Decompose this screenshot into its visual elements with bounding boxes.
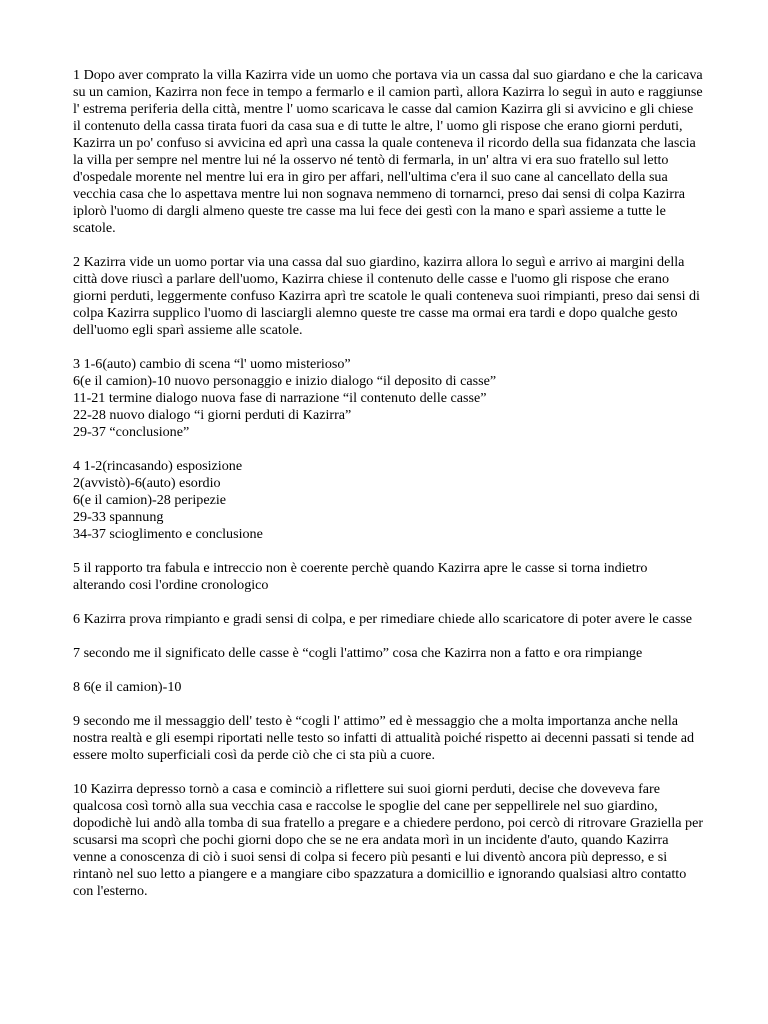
document-page [73,67,703,917]
answer-2-paragraph: 2 Kazirra vide un uomo portar via una cassa dal suo giardino, kazirra allora lo seguì e arrivo ai margini della città dove riuscì a parlare dell'uomo, Kazirra chiese il contenuto delle casse e l'uomo gli rispose che erano giorni perduti, leggermente confuso Kazirra aprì tre scatole le quali conteneva suoi rimpianti, preso dai sensi di colpa Kazirra supplico l'uomo di lasciargli alemno queste tre casse ma ormai era tardi e dopo qualche gesto dell'uomo egli sparì assieme alle scatole. [73,254,700,338]
answer-5-paragraph: 5 il rapporto tra fabula e intreccio non è coerente perchè quando Kazirra apre le casse si torna indietro alterando cosi l'ordine cronologico [73,560,648,593]
answer-4-line: 29-33 spannung [73,509,164,525]
answer-3-line: 22-28 nuovo dialogo “i giorni perduti di Kazirra” [73,407,352,423]
answer-7-paragraph: 7 secondo me il significato delle casse è “cogli l'attimo” cosa che Kazirra non a fatto e ora rimpiange [73,645,643,661]
answer-3-line: 29-37 “conclusione” [73,424,190,440]
answer-6-paragraph: 6 Kazirra prova rimpianto e gradi sensi di colpa, e per rimediare chiede allo scaricatore di poter avere le casse [73,611,693,627]
answer-10-paragraph: 10 Kazirra depresso tornò a casa e cominciò a riflettere sui suoi giorni perduti, decise che doveveva fare qualcosa così tornò alla sua vecchia casa e raccolse le spoglie del cane per seppellirele nel suo giardino, dopodichè lui andò alla tomba di sua fratello a pregare e a chiedere perdono, poi cercò di ritrovare Graziella per scusarsi ma scoprì che pochi giorni dopo che se ne era andata morì in un incidente d'auto, quando Kazirra venne a conoscenza di ciò i suoi sensi di colpa si fecero più pesanti e lui diventò ancora più depresso, e si rintanò nel suo letto a piangere e a mangiare cibo spazzatura a domicillio e ignorando qualsiasi altro contatto con l'esterno. [73,781,704,899]
answer-3-scene-list [73,356,703,441]
answer-1-paragraph: 1 Dopo aver comprato la villa Kazirra vide un uomo che portava via un cassa dal suo giardano e che la caricava su un camion, Kazirra non fece in tempo a fermarlo e il camion partì, allora Kazirra lo seguì in auto e raggiunse l' estrema periferia della città, mentre l' uomo scaricava le casse dal camion Kazirra gli si avvicino e gli chiese il contenuto della cassa tirata fuori da casa sua e di tutte le altre, l' uomo gli rispose che erano giorni perduti, Kazirra un po' confuso si avvicina ed aprì una cassa la quale conteneva il ricordo della sua fidanzata che lascia la villa per sempre nel mentre lui né la osservo né tentò di fermarla, in un' altra vi era suo fratello sul letto d'ospedale morente nel mentre lui era in giro per affari, nell'ultima c'era il suo cane al cancellato della sua vecchia casa che lo aspettava mentre lui non sognava nemmeno di tornarnci, preso dai sensi di colpa Kazirra iplorò l'uomo di dargli almeno queste tre casse ma lui fece dei gestì con la mano e sparì assieme a tutte le scatole. [73,67,703,236]
answer-3-line: 3 1-6(auto) cambio di scena “l' uomo misterioso” [73,356,351,372]
answer-8-paragraph: 8 6(e il camion)-10 [73,679,182,695]
answer-9-paragraph: 9 secondo me il messaggio dell' testo è “cogli l' attimo” ed è messaggio che a molta importanza anche nella nostra realtà e gli esempi riportati nelle testo so infatti di attualità poiché rispetto ai decenni passati si tende ad essere molto superficiali così da perde ciò che ci sta più a cuore. [73,713,695,763]
answer-4-structure-list [73,458,703,543]
answer-4-line: 6(e il camion)-28 peripezie [73,492,227,508]
answer-3-line: 6(e il camion)-10 nuovo personaggio e inizio dialogo “il deposito di casse” [73,373,497,389]
answer-4-line: 2(avvistò)-6(auto) esordio [73,475,221,491]
answer-4-line: 34-37 scioglimento e conclusione [73,526,263,542]
answer-3-line: 11-21 termine dialogo nuova fase di narrazione “il contenuto delle casse” [73,390,487,406]
answer-4-line: 4 1-2(rincasando) esposizione [73,458,243,474]
